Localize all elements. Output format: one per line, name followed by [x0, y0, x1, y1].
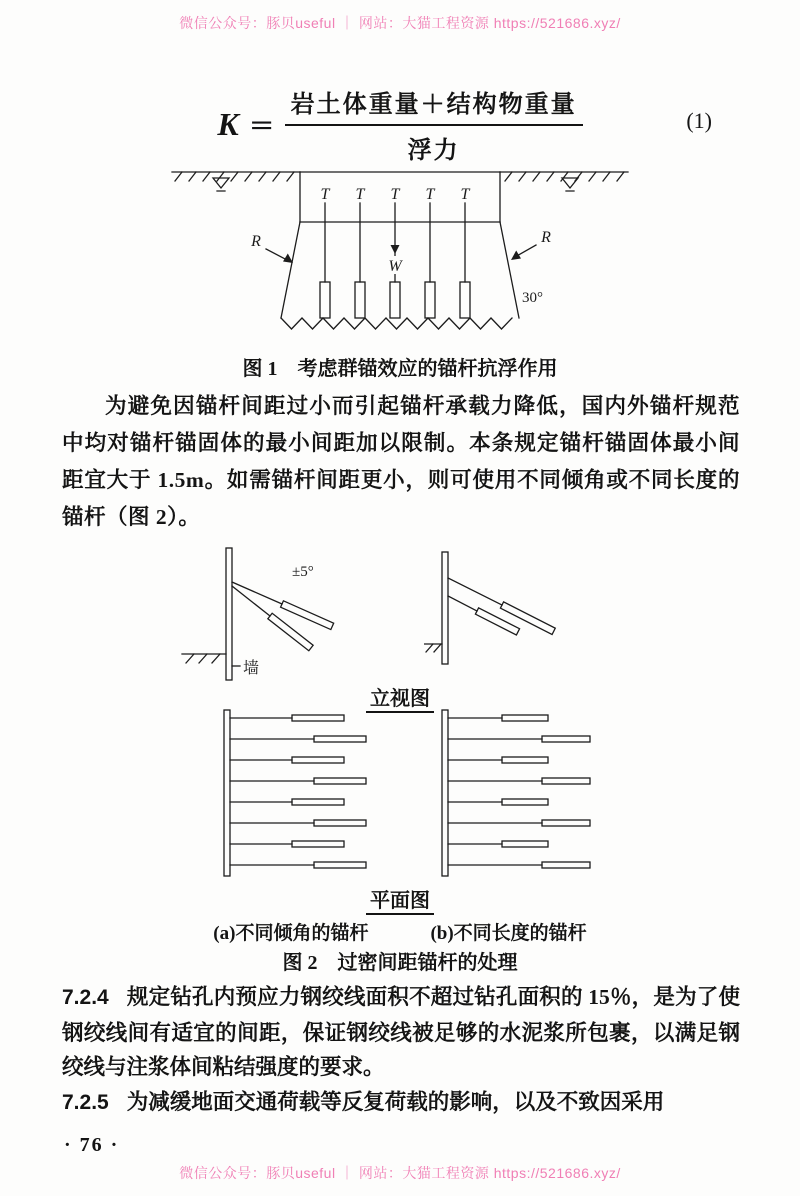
r-resistance-label: R [541, 229, 551, 246]
plan-view-label: 平面图 [366, 890, 434, 915]
section-7-2-5 [62, 1085, 740, 1121]
figure2-elevation-different-lengths [424, 550, 599, 678]
r-resistance-label: R [251, 233, 261, 250]
plan-anchors [230, 715, 366, 868]
w-weight-label: W [388, 258, 402, 275]
figure1-caption: 图 1 考虑群锚效应的锚杆抗浮作用 [242, 358, 558, 380]
elevation-view-label: 立视图 [366, 688, 434, 713]
section-7-2-4-text: 规定钻孔内预应力钢绞线面积不超过钻孔面积的 15％，是为了使钢绞线间有适宜的间距，保证钢绞线被足够的水泥浆所包裹，以满足钢绞线与注浆体间粘结强度的要求。 [62, 985, 740, 1079]
paragraph-anchor-spacing: 为避免因锚杆间距过小而引起锚杆承载力降低，国内外锚杆规范中均对锚杆锚固体的最小间距加以限制。本条规定锚杆锚固体最小间距宜大于 1.5m。如需锚杆间距更小，则可使用不同倾角或不同长度的锚杆（图 2）。 [62, 394, 740, 529]
wall-label: 墙 [243, 660, 260, 677]
page-number: · 76 · [64, 1134, 120, 1156]
wall [224, 710, 230, 876]
ground-surface-left [172, 172, 300, 181]
formula-variable-k: K [217, 106, 239, 142]
figure2-caption: 图 2 过密间距锚杆的处理 [282, 952, 518, 974]
figure2-elevation-different-angles [180, 546, 380, 686]
section-7-2-4-number: 7.2.4 [62, 986, 109, 1009]
t-load-label: T [425, 186, 435, 203]
figure2-plan-different-angles [196, 708, 411, 880]
figure2-subcaption-a: (a)不同倾角的锚杆 [213, 923, 369, 944]
plan-view-label-row [0, 884, 800, 913]
ground-hatch [182, 654, 226, 663]
formula-equals-sign: ＝ [248, 112, 275, 141]
equation-number: (1) [686, 108, 712, 133]
resistance-arrow-left [250, 233, 293, 263]
ground-hatch [424, 644, 442, 652]
fraction-numerator: 岩土体重量＋结构物重量 [285, 84, 583, 126]
figure-1 [170, 150, 630, 355]
slope-angle-label: 30° [522, 290, 543, 306]
structure-box [300, 172, 500, 222]
failure-surface-zigzag [281, 318, 512, 329]
section-7-2-5-text: 为减缓地面交通荷载等反复荷载的影响，以及不致因采用 [126, 1089, 665, 1114]
t-load-label: T [355, 186, 365, 203]
t-load-label: T [390, 186, 400, 203]
section-7-2-4 [62, 980, 740, 1085]
plus-minus-angle-label: ±5° [292, 564, 314, 580]
wall [442, 710, 448, 876]
figure1-anchor-uplift-diagram [170, 150, 630, 350]
figure2-subcaptions [0, 918, 800, 945]
weight-arrow [385, 245, 405, 275]
commentary-sections [62, 980, 740, 1120]
t-load-label: T [320, 186, 330, 203]
anchor-long [448, 578, 555, 634]
anchor-load-labels [321, 186, 471, 203]
t-load-label: T [460, 186, 470, 203]
section-7-2-5-number: 7.2.5 [62, 1090, 109, 1114]
anchor-short [448, 596, 520, 635]
wall [442, 552, 448, 664]
watermark-top: 微信公众号：豚贝useful ｜ 网站：大猫工程资源 https://521686.xyz/ [179, 15, 621, 31]
figure2-plan-different-lengths [430, 708, 640, 880]
wall [226, 548, 232, 680]
anchor-upper [232, 582, 334, 630]
elevation-view-label-row [0, 682, 800, 711]
watermark-bottom: 微信公众号：豚贝useful ｜ 网站：大猫工程资源 https://521686.xyz/ [179, 1165, 621, 1181]
plan-anchors [448, 715, 590, 868]
resistance-arrow-right [511, 229, 551, 260]
figure2-subcaption-b: (b)不同长度的锚杆 [430, 923, 587, 944]
anchor-lower [232, 586, 313, 651]
fraction-denominator: 浮力 [407, 138, 460, 164]
figure-2 [0, 540, 800, 918]
